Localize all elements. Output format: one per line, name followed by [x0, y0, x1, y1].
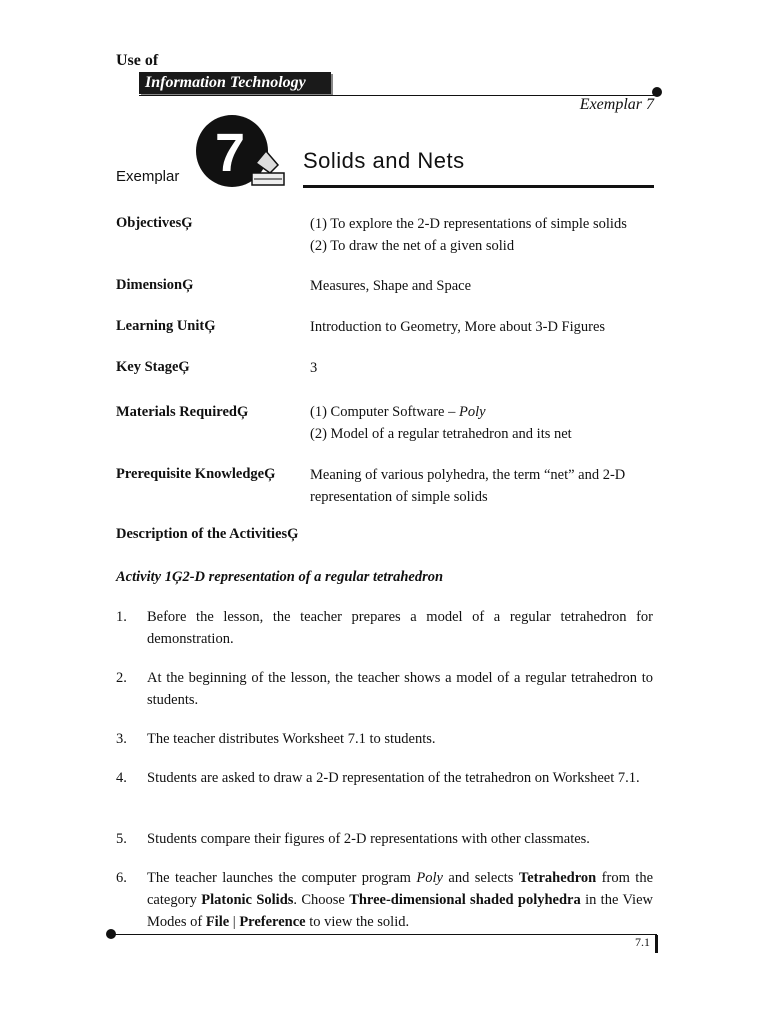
page-number: 7.1	[635, 935, 650, 949]
step-1: 1. Before the lesson, the teacher prepares a model of a regular tetrahedron for demonstration.	[116, 609, 653, 647]
prerequisite-value: Meaning of various polyhedra, the term “net” and 2-D representation of simple solids	[310, 467, 626, 505]
learning-unit-label: Learning UnitĢ	[116, 318, 216, 334]
materials-label: Materials RequiredĢ	[116, 404, 249, 420]
footer-rule-dot	[106, 929, 116, 939]
key-stage-label: Key StageĢ	[116, 359, 190, 375]
step-5: 5. Students compare their figures of 2-D representations with other classmates.	[116, 831, 590, 847]
step-4: 4. Students are asked to draw a 2-D representation of the tetrahedron on Worksheet 7.1.	[116, 770, 640, 786]
step-3: 3. The teacher distributes Worksheet 7.1 to students.	[116, 731, 436, 747]
step-6: 6. The teacher launches the computer program Poly and selects Tetrahedron from the category Platonic Solids. Choose Three-dimensional shaded polyhedra in the View Modes of File | Preference to view the solid.	[116, 870, 654, 930]
exemplar-number: Exemplar 7	[579, 96, 654, 113]
dimension-value: Measures, Shape and Space	[310, 278, 472, 294]
information-technology-banner: Information Technology	[139, 72, 331, 94]
material-item: (2) Model of a regular tetrahedron and its net	[310, 426, 572, 442]
activity-heading: Activity 1Ģ2-D representation of a regular tetrahedron	[116, 569, 444, 585]
objective-item: (2) To draw the net of a given solid	[310, 238, 515, 254]
dimension-label: DimensionĢ	[116, 277, 194, 293]
page-title: Solids and Nets	[303, 148, 465, 173]
page-number-bar	[655, 935, 658, 953]
header-use-of: Use of	[116, 52, 159, 69]
title-rule	[303, 185, 654, 188]
objective-item: (1) To explore the 2-D representations of simple solids	[310, 216, 627, 232]
prerequisite-label: Prerequisite KnowledgeĢ	[116, 466, 276, 482]
objectives-list	[310, 213, 655, 257]
materials-list	[310, 401, 655, 445]
badge-number: 7	[214, 123, 246, 183]
learning-unit-value: Introduction to Geometry, More about 3-D Figures	[310, 319, 606, 335]
exemplar-badge-computer-icon	[190, 115, 286, 191]
description-heading: Description of the ActivitiesĢ	[116, 526, 299, 542]
step-2: 2. At the beginning of the lesson, the teacher shows a model of a regular tetrahedron to students.	[116, 670, 653, 708]
exemplar-label: Exemplar	[116, 168, 180, 185]
key-stage-value: 3	[310, 360, 318, 376]
material-item: (1) Computer Software – Poly	[310, 404, 486, 420]
objectives-label: ObjectivesĢ	[116, 215, 193, 231]
footer-rule	[111, 934, 657, 935]
